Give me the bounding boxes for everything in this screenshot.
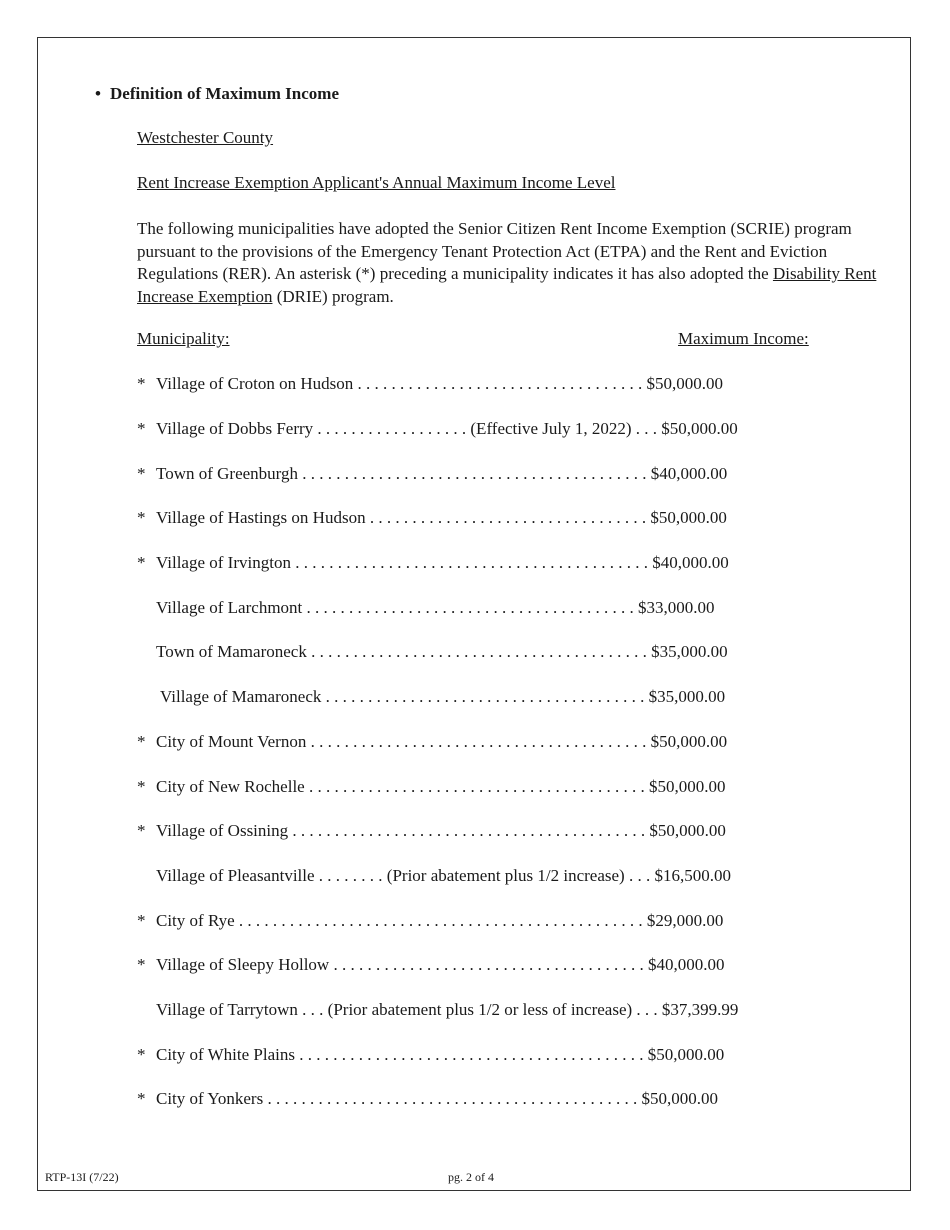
asterisk: * — [137, 732, 146, 751]
asterisk: * — [137, 374, 146, 393]
row-text: City of Rye . . . . . . . . . . . . . . . . . . . . . . . . . . . . . . . . . . . . . . . . . . . . . . . . $29,000.00 — [156, 911, 724, 930]
asterisk: * — [137, 508, 146, 527]
row-text: Village of Tarrytown . . . (Prior abatement plus 1/2 or less of increase) . . . $37,399.99 — [156, 1000, 739, 1019]
row-text: Village of Sleepy Hollow . . . . . . . . . . . . . . . . . . . . . . . . . . . . . . . . . . . . . $40,000.00 — [156, 955, 725, 974]
row-text: Village of Hastings on Hudson . . . . . . . . . . . . . . . . . . . . . . . . . . . . . . . . . $50,000.00 — [156, 508, 727, 527]
municipality-column-header: Municipality: — [137, 329, 230, 348]
asterisk: * — [137, 1089, 146, 1108]
section-heading — [95, 84, 339, 104]
row-text: Village of Larchmont . . . . . . . . . . . . . . . . . . . . . . . . . . . . . . . . . . . . . . . $33,000.00 — [156, 598, 715, 617]
asterisk: * — [137, 955, 146, 974]
paragraph-end: (DRIE) program. — [272, 286, 394, 306]
income-level-title: Rent Increase Exemption Applicant's Annual Maximum Income Level — [137, 173, 616, 192]
asterisk: * — [137, 911, 146, 930]
row-text: Village of Pleasantville . . . . . . . . (Prior abatement plus 1/2 increase) . . . $16,500.00 — [156, 866, 731, 885]
row-text: Town of Mamaroneck . . . . . . . . . . . . . . . . . . . . . . . . . . . . . . . . . . . . . . . . $35,000.00 — [156, 642, 728, 661]
asterisk: * — [137, 553, 146, 572]
asterisk: * — [137, 821, 146, 840]
row-text: Village of Ossining . . . . . . . . . . . . . . . . . . . . . . . . . . . . . . . . . . . . . . . . . . $50,000.00 — [156, 821, 726, 840]
income-column-header: Maximum Income: — [678, 329, 809, 348]
asterisk: * — [137, 1045, 146, 1064]
row-text: City of Yonkers . . . . . . . . . . . . . . . . . . . . . . . . . . . . . . . . . . . . . . . . . . . . $50,000.00 — [156, 1089, 718, 1108]
row-text: City of New Rochelle . . . . . . . . . . . . . . . . . . . . . . . . . . . . . . . . . . . . . . . . $50,000.00 — [156, 777, 726, 796]
asterisk: * — [137, 464, 146, 483]
row-text: City of White Plains . . . . . . . . . . . . . . . . . . . . . . . . . . . . . . . . . . . . . . . . . $50,000.00 — [156, 1045, 725, 1064]
asterisk: * — [137, 777, 146, 796]
paragraph-text: The following municipalities have adopted the Senior Citizen Rent Income Exemption (SCRIE) program pursuant to the provisions of the Emergency Tenant Protection Act (ETPA) and the Rent and Eviction Regulations (RER). An asterisk (*) preceding a municipality indicates it has also adopted the — [137, 219, 852, 283]
row-text: Village of Mamaroneck . . . . . . . . . . . . . . . . . . . . . . . . . . . . . . . . . . . . . . $35,000.00 — [160, 687, 726, 706]
heading-text: Definition of Maximum Income — [110, 84, 340, 103]
form-id: RTP-13I (7/22) — [45, 1170, 119, 1184]
description-paragraph — [137, 218, 877, 308]
asterisk: * — [137, 419, 146, 438]
drie-link-text: Disability Rent Increase Exemption — [137, 264, 877, 306]
row-text: Village of Irvington . . . . . . . . . . . . . . . . . . . . . . . . . . . . . . . . . . . . . . . . . . $40,000.00 — [156, 553, 729, 572]
row-text: Town of Greenburgh . . . . . . . . . . . . . . . . . . . . . . . . . . . . . . . . . . . . . . . . . $40,000.00 — [156, 464, 728, 483]
row-text: City of Mount Vernon . . . . . . . . . . . . . . . . . . . . . . . . . . . . . . . . . . . . . . . . $50,000.00 — [156, 732, 728, 751]
page-number: pg. 2 of 4 — [448, 1170, 494, 1184]
row-text: Village of Dobbs Ferry . . . . . . . . . . . . . . . . . . (Effective July 1, 2022) . . . $50,000.00 — [156, 419, 738, 438]
county-title: Westchester County — [137, 128, 274, 147]
row-text: Village of Croton on Hudson . . . . . . . . . . . . . . . . . . . . . . . . . . . . . . . . . . $50,000.00 — [156, 374, 724, 393]
bullet: • — [95, 84, 101, 103]
